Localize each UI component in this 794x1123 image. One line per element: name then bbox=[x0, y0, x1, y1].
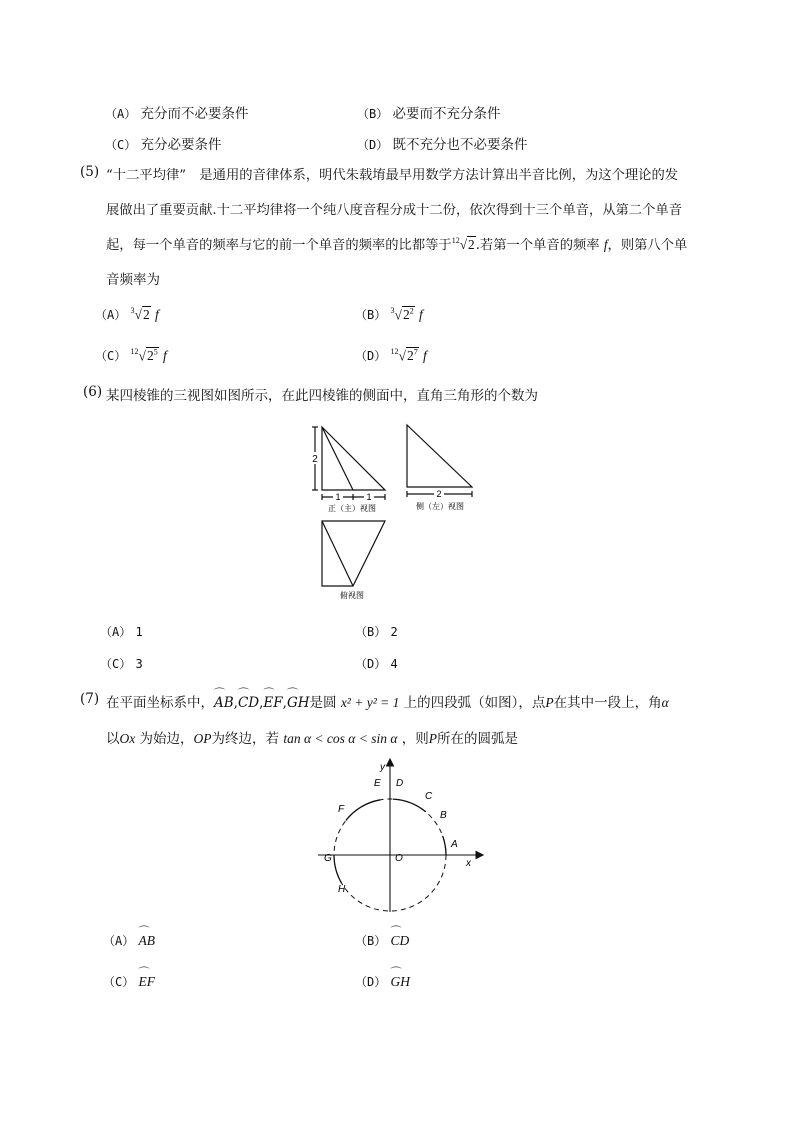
point-b-label: B bbox=[440, 810, 447, 821]
three-view-figure bbox=[300, 415, 490, 605]
option-label: （D） bbox=[355, 975, 387, 989]
q7-option-c bbox=[103, 973, 155, 990]
top-caption: 俯视图 bbox=[340, 591, 364, 600]
q5-line3-c: ，则第八个单 bbox=[607, 238, 688, 253]
radicand: 2 bbox=[142, 307, 150, 322]
option-label: （A） bbox=[105, 107, 137, 121]
radicand-base: 2 bbox=[402, 307, 410, 322]
q6-text: 某四棱锥的三视图如图所示，在此四棱锥的侧面中，直角三角形的个数为 bbox=[106, 388, 538, 404]
q7-line2-e: 所在的圆弧是 bbox=[437, 731, 518, 747]
q7-line1-d: 在其中一段上，角 bbox=[553, 695, 662, 711]
top-quadrilateral bbox=[322, 521, 385, 586]
q7-line1 bbox=[106, 691, 669, 711]
q4-option-c bbox=[105, 133, 222, 153]
arc-ab: ⌒ AB bbox=[214, 695, 234, 711]
radicand-exponent: 2 bbox=[409, 306, 414, 316]
q5-line2: 展做出了重要贡献.十二平均律将一个纯八度音程分成十二份，依次得到十三个单音，从第二个单音 bbox=[106, 203, 682, 218]
option-radical: $^3$√2 bbox=[130, 306, 150, 322]
q6-option-a bbox=[100, 623, 143, 640]
point-e-label: E bbox=[374, 778, 381, 789]
point-c-label: C bbox=[425, 791, 433, 802]
q5-number: (5) bbox=[80, 164, 100, 180]
q5-line3-a: 起，每一个单音的频率与它的前一个单音的频率的比都等于 bbox=[106, 238, 452, 253]
var-alpha: α bbox=[661, 695, 669, 710]
front-w1-label: 1 bbox=[335, 492, 341, 502]
separator: , bbox=[233, 695, 238, 711]
option-label: （B） bbox=[355, 934, 387, 948]
radical-index: 12 bbox=[390, 347, 399, 356]
q7-option-d bbox=[355, 973, 410, 990]
circle-equation: x² + y² = 1 bbox=[340, 695, 400, 710]
option-arc: ⌒ AB bbox=[139, 933, 156, 949]
q6-option-d bbox=[355, 655, 398, 672]
side-caption: 侧（左）视图 bbox=[416, 502, 464, 511]
q6-number: (6) bbox=[83, 384, 103, 400]
y-label: y bbox=[380, 762, 385, 773]
option-text: 既不充分也不必要条件 bbox=[392, 137, 528, 153]
front-outer-triangle bbox=[322, 427, 385, 490]
side-width-label: 2 bbox=[436, 489, 442, 499]
point-g-label: G bbox=[324, 853, 332, 864]
option-text: 充分而不必要条件 bbox=[140, 106, 249, 122]
radical-index: 3 bbox=[130, 306, 135, 315]
front-view bbox=[312, 427, 385, 500]
x-label: x bbox=[466, 858, 471, 869]
q5-option-b bbox=[355, 306, 423, 323]
unit-circle-figure bbox=[310, 755, 490, 915]
q7-line2 bbox=[106, 727, 518, 747]
q7-line2-a: 以 bbox=[106, 731, 120, 747]
front-height-label: 2 bbox=[312, 454, 318, 465]
option-radical: $^{12}√2^7$ bbox=[390, 347, 418, 363]
option-label: （D） bbox=[355, 657, 387, 671]
option-text: 2 bbox=[390, 625, 398, 639]
option-arc: ⌒ EF bbox=[139, 974, 156, 990]
point-a-label: A bbox=[451, 839, 458, 850]
arc-gh: ⌒ GH bbox=[287, 695, 310, 711]
radicand bbox=[146, 347, 159, 363]
var-f: f bbox=[163, 348, 167, 363]
arc-ef-solid bbox=[346, 800, 381, 821]
ratio-radical: $^{12}$√2 bbox=[451, 236, 475, 252]
radical-index: 12 bbox=[451, 236, 460, 245]
radical-index: 3 bbox=[390, 306, 395, 315]
side-triangle bbox=[407, 425, 472, 487]
radicand bbox=[402, 306, 415, 322]
arc-cd-solid bbox=[393, 799, 426, 812]
radicand-exponent: 5 bbox=[153, 347, 158, 357]
arc-cd: ⌒ CD bbox=[238, 695, 259, 711]
var-f: f bbox=[155, 307, 159, 322]
radicand-exponent: 7 bbox=[413, 347, 418, 357]
point-f-label: F bbox=[338, 804, 345, 815]
arc-gh-solid bbox=[334, 855, 342, 883]
option-radical: $^3√2^2$ bbox=[390, 306, 414, 322]
front-w2-label: 1 bbox=[366, 492, 372, 502]
option-label: （A） bbox=[103, 934, 135, 948]
q7-number: (7) bbox=[80, 691, 100, 707]
option-arc: ⌒ GH bbox=[391, 974, 411, 990]
point-h-label: H bbox=[338, 884, 346, 895]
option-text: 1 bbox=[135, 625, 143, 639]
q5-line3-b: .若第一个单音的频率 bbox=[475, 238, 600, 253]
q6-option-b bbox=[355, 623, 398, 640]
separator: , bbox=[282, 695, 287, 711]
option-radical: $^{12}√2^5$ bbox=[130, 347, 158, 363]
option-label: （A） bbox=[95, 308, 127, 322]
q7-line2-c: 为终边，若 bbox=[211, 731, 280, 747]
q4-option-d bbox=[357, 133, 528, 153]
q7-line1-c: 上的四段弧（如图），点 bbox=[403, 695, 546, 711]
radicand: 2 bbox=[468, 237, 475, 252]
arc-ef: ⌒ EF bbox=[263, 695, 282, 711]
q4-option-b bbox=[357, 102, 501, 122]
point-d-label: D bbox=[396, 778, 404, 789]
front-inner-edge bbox=[322, 427, 353, 490]
q5-line3 bbox=[106, 234, 687, 253]
option-label: （B） bbox=[355, 625, 387, 639]
radicand-base: 2 bbox=[406, 348, 414, 363]
top-view bbox=[322, 521, 385, 586]
arc-ab-solid bbox=[443, 836, 446, 855]
q5-option-a bbox=[95, 306, 159, 323]
origin-label: O bbox=[395, 853, 403, 864]
op: OP bbox=[193, 731, 212, 746]
side-view bbox=[407, 425, 472, 497]
option-text: 3 bbox=[135, 657, 143, 671]
q4-option-a bbox=[105, 102, 249, 122]
q7-line1-a: 在平面坐标系中， bbox=[106, 695, 214, 711]
q5-line4: 音频率为 bbox=[106, 272, 160, 288]
inequality: tan α < cos α < sin α bbox=[283, 731, 398, 746]
option-label: （A） bbox=[100, 625, 132, 639]
option-label: （D） bbox=[355, 349, 387, 363]
option-text: 必要而不充分条件 bbox=[392, 106, 501, 122]
top-diagonal bbox=[322, 521, 353, 586]
radicand-base: 2 bbox=[146, 348, 154, 363]
option-label: （C） bbox=[100, 657, 132, 671]
front-caption: 正（主）视图 bbox=[328, 504, 376, 513]
option-label: （C） bbox=[95, 349, 127, 363]
option-arc: ⌒ CD bbox=[391, 933, 410, 949]
option-label: （B） bbox=[357, 107, 389, 121]
var-p: P bbox=[428, 731, 437, 746]
q5-option-c bbox=[95, 347, 167, 364]
separator: , bbox=[259, 695, 264, 711]
var-f: f bbox=[423, 348, 427, 363]
q6-option-c bbox=[100, 655, 143, 672]
ox: Ox bbox=[119, 731, 136, 746]
q7-option-b bbox=[355, 932, 409, 949]
radical-index: 12 bbox=[130, 347, 139, 356]
var-f: f bbox=[419, 307, 423, 322]
option-text: 充分必要条件 bbox=[140, 137, 222, 153]
var-f: f bbox=[603, 237, 608, 252]
q7-line2-b: 为始边， bbox=[139, 731, 194, 747]
option-label: （D） bbox=[357, 138, 389, 152]
q7-option-a bbox=[103, 932, 155, 949]
option-label: （C） bbox=[105, 138, 137, 152]
option-label: （B） bbox=[355, 308, 387, 322]
option-text: 4 bbox=[390, 657, 398, 671]
q7-line2-d: ，则 bbox=[401, 731, 429, 747]
radicand bbox=[406, 347, 419, 363]
q7-line1-b: 是圆 bbox=[309, 695, 337, 711]
var-p: P bbox=[545, 695, 554, 710]
q5-line1: “十二平均律” 是通用的音律体系，明代朱载堉最早用数学方法计算出半音比例，为这个理论的发 bbox=[106, 168, 679, 183]
option-label: （C） bbox=[103, 975, 135, 989]
q5-option-d bbox=[355, 347, 427, 364]
